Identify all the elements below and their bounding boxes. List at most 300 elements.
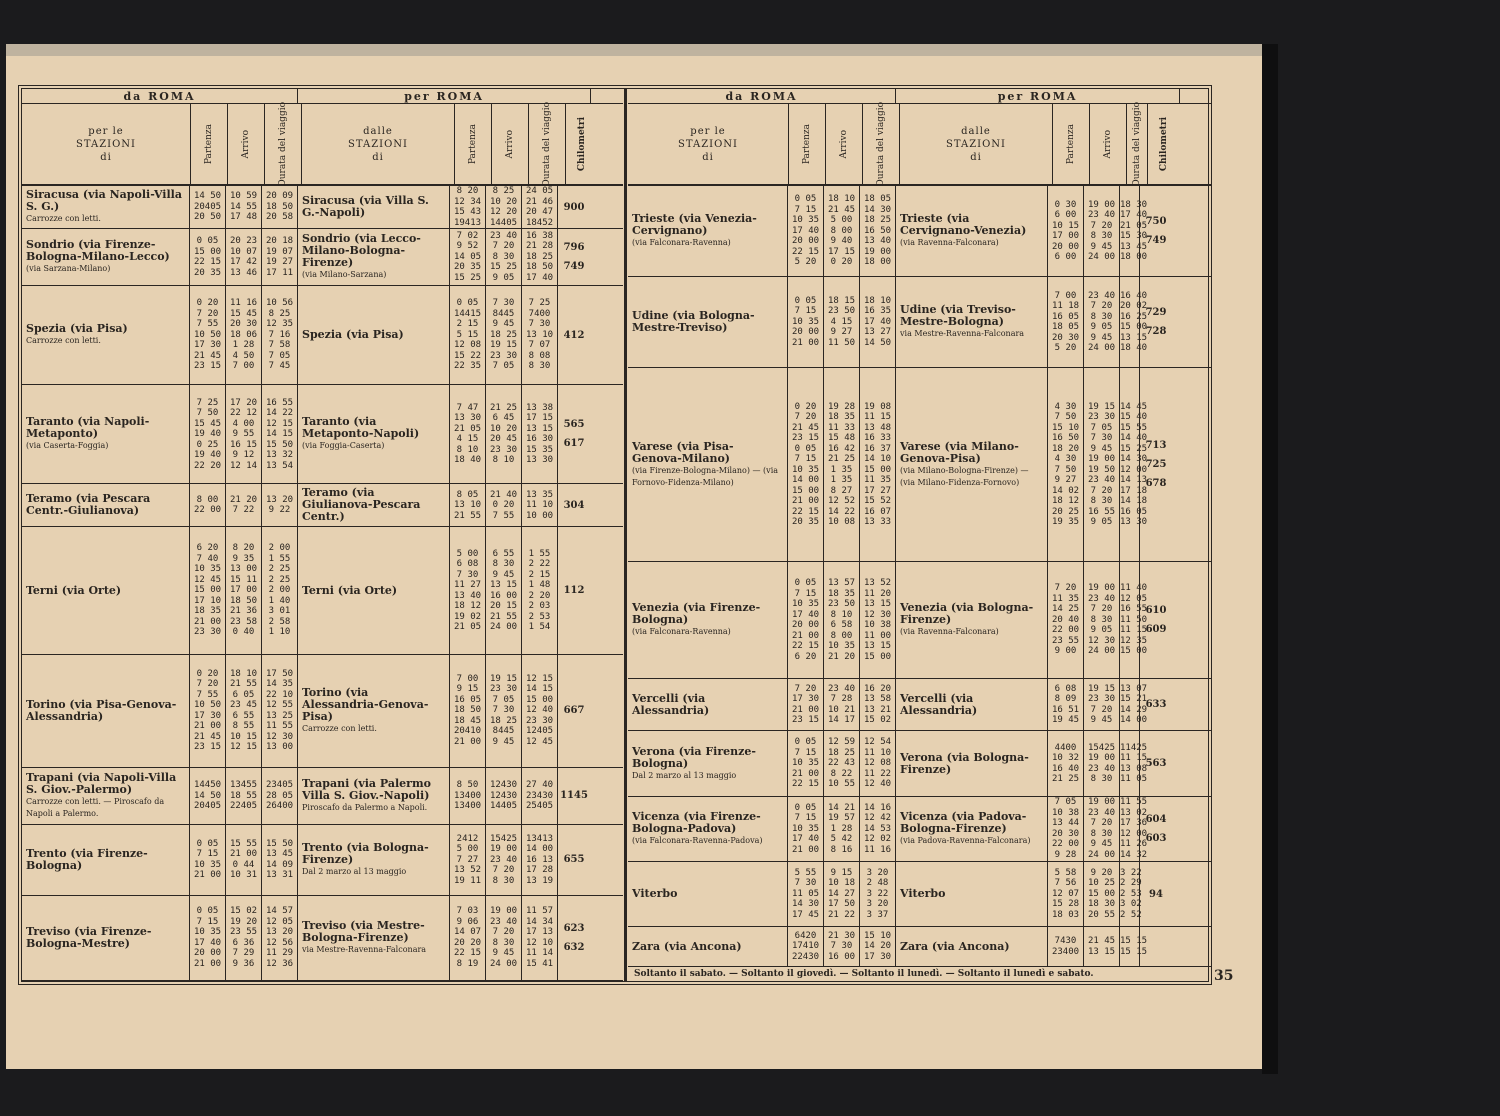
durata-label: Durata del viaggio <box>542 101 552 187</box>
time-value: 21 45 <box>193 350 222 361</box>
km-header-spacer <box>1180 89 1212 103</box>
durata-times <box>860 277 896 367</box>
time-value: 2 52 <box>1120 909 1142 920</box>
time-value: 11 50 <box>827 337 856 348</box>
time-value: 4400 <box>1054 742 1077 753</box>
time-value: 13 32 <box>265 450 294 461</box>
from-station <box>22 186 190 228</box>
time-value: 7 15 <box>794 204 817 215</box>
time-value: 13 33 <box>863 517 892 528</box>
time-value: 22405 <box>229 801 258 811</box>
arrivo-times <box>824 927 860 966</box>
time-value: 7 20 <box>794 412 817 423</box>
time-value: 12 59 <box>827 737 856 748</box>
time-value: 11 05 <box>791 888 820 899</box>
return-durata-times <box>1120 862 1140 926</box>
time-value: 23 30 <box>193 627 222 638</box>
time-value: 22 12 <box>229 408 258 419</box>
time-value: 0 20 <box>794 401 817 412</box>
time-value: 18 10 <box>229 668 258 679</box>
time-value: 19 15 <box>1087 401 1116 412</box>
time-value: 15 02 <box>229 906 258 917</box>
time-value: 8 20 <box>232 543 255 554</box>
dalle-label: dalle <box>961 125 991 137</box>
time-value: 20 00 <box>791 236 820 247</box>
time-value: 9 36 <box>232 958 255 969</box>
time-value: 11 05 <box>1120 774 1148 785</box>
km-number: 412 <box>563 329 585 341</box>
time-value: 7 55 <box>492 510 515 521</box>
time-value: 10 35 <box>193 927 222 938</box>
time-value: 20405 <box>193 801 222 811</box>
time-value: 9 45 <box>1090 332 1113 343</box>
time-value: 17 18 <box>1120 485 1148 496</box>
partenza-label: Partenza <box>204 123 214 165</box>
partenza-times <box>190 484 226 526</box>
time-value: 12 05 <box>265 916 294 927</box>
durata-times <box>860 368 896 561</box>
time-value: 18 30 <box>1087 899 1116 910</box>
time-value: 7 05 <box>1090 422 1113 433</box>
station-note: (via Padova-Ravenna-Falconara) <box>900 835 1031 845</box>
time-value: 18 35 <box>827 412 856 423</box>
time-value: 10 35 <box>791 599 820 610</box>
return-partenza-times <box>450 768 486 824</box>
time-value: 12 05 <box>1120 593 1148 604</box>
time-value: 21 45 <box>193 731 222 742</box>
durata-label: Durata del viaggio <box>876 101 886 187</box>
durata-times <box>860 862 896 926</box>
time-value: 12 40 <box>863 779 892 790</box>
da-roma-header: da ROMA <box>22 89 298 103</box>
time-value: 21 28 <box>525 241 554 252</box>
di-label: di <box>100 151 112 163</box>
time-value: 12 56 <box>265 937 294 948</box>
time-value: 9 55 <box>232 429 255 440</box>
time-value: 18 00 <box>863 257 892 268</box>
time-value: 17 20 <box>229 397 258 408</box>
time-value: 13 40 <box>863 236 892 247</box>
arrivo-label: Arrivo <box>505 129 515 159</box>
station-note: (via Sarzana-Milano) <box>26 264 111 274</box>
time-value: 23 40 <box>1087 763 1116 774</box>
km-header-spacer <box>591 89 623 103</box>
time-value: 3 37 <box>866 909 889 920</box>
time-value: 10 35 <box>827 641 856 652</box>
time-value: 22 15 <box>453 948 482 959</box>
km-value <box>1140 368 1172 561</box>
time-value: 7 28 <box>830 694 853 705</box>
from-station <box>628 186 788 276</box>
from-station <box>22 768 190 824</box>
km-number: 725 <box>1145 459 1167 471</box>
to-station <box>298 186 450 228</box>
return-durata-times <box>522 229 558 285</box>
return-durata-times <box>1120 368 1148 561</box>
time-value: 2 03 <box>528 601 551 611</box>
time-value: 21 00 <box>229 849 258 860</box>
km-number: 604 <box>1145 813 1167 825</box>
durata-times <box>262 385 298 483</box>
from-station <box>628 862 788 926</box>
km-value <box>558 896 590 980</box>
time-value: 7 15 <box>196 916 219 927</box>
time-value: 6 55 <box>232 710 255 721</box>
time-value: 19 57 <box>827 813 856 824</box>
durata-times <box>860 186 896 276</box>
station-note: Dal 2 marzo al 13 maggio <box>302 866 407 876</box>
return-arrivo-times <box>486 527 522 653</box>
partenza-times <box>190 825 226 895</box>
time-value: 23 55 <box>1051 635 1080 646</box>
time-value: 23 30 <box>1087 694 1116 705</box>
time-value: 11 20 <box>863 588 892 599</box>
time-value: 16 35 <box>863 306 892 317</box>
time-value: 10 50 <box>193 329 222 340</box>
from-station <box>22 229 190 285</box>
partenza-times <box>190 385 226 483</box>
km-number: 749 <box>563 261 585 273</box>
return-partenza-times <box>450 825 486 895</box>
km-number: 304 <box>563 499 585 511</box>
time-value: 10 32 <box>1051 753 1080 764</box>
right-table-body <box>628 186 1212 967</box>
time-value: 18 35 <box>193 606 222 617</box>
time-value: 14 21 <box>827 802 856 813</box>
time-value: 24 00 <box>489 958 518 969</box>
time-value: 20410 <box>453 726 482 737</box>
arrivo-times <box>226 229 262 285</box>
time-value: 14 27 <box>827 888 856 899</box>
time-value: 28 05 <box>265 790 294 801</box>
time-value: 22 20 <box>193 460 222 471</box>
time-value: 0 05 <box>196 236 219 247</box>
time-value: 15 52 <box>863 496 892 507</box>
per-roma-header: per ROMA <box>896 89 1180 103</box>
time-value: 9 40 <box>830 236 853 247</box>
time-value: 10 38 <box>863 620 892 631</box>
time-value: 12 14 <box>229 460 258 471</box>
station-name: Torino (via Pisa-Genova-Alessandria) <box>26 697 177 723</box>
time-value: 15 25 <box>453 272 482 283</box>
per-le-label: per le <box>690 125 726 137</box>
time-value: 21 05 <box>453 622 482 632</box>
time-value: 23 15 <box>193 742 222 753</box>
partenza-times <box>788 562 824 678</box>
station-name: Vicenza (via Firenze-Bologna-Padova) <box>632 809 761 835</box>
time-value: 2 25 <box>268 564 291 575</box>
time-value: 19 00 <box>489 844 518 855</box>
time-value: 8 22 <box>830 768 853 779</box>
return-arrivo-times <box>1084 862 1120 926</box>
time-value: 21 25 <box>827 454 856 465</box>
time-value: 9 45 <box>1090 241 1113 252</box>
time-value: 6420 <box>794 930 817 941</box>
partenza-col <box>455 104 492 184</box>
return-partenza-times <box>1048 731 1084 795</box>
time-value: 12 10 <box>525 937 554 948</box>
time-value: 12430 <box>489 780 518 790</box>
time-value: 10 18 <box>827 878 856 889</box>
durata-times <box>860 679 896 730</box>
time-value: 20 47 <box>525 207 554 218</box>
time-value: 24 00 <box>1087 343 1116 354</box>
arrivo-label: Arrivo <box>839 129 849 159</box>
return-arrivo-times <box>486 768 522 824</box>
arrivo-times <box>226 896 262 980</box>
timetable-block <box>628 679 1212 731</box>
time-value: 18 40 <box>453 455 482 466</box>
time-value: 20 20 <box>453 937 482 948</box>
from-station <box>628 731 788 795</box>
left-table <box>22 89 623 981</box>
return-durata-times <box>1120 679 1148 730</box>
time-value: 21 36 <box>229 606 258 617</box>
time-value: 17 30 <box>193 340 222 351</box>
timetable-block <box>628 797 1212 862</box>
time-value: 15425 <box>1087 742 1116 753</box>
time-value: 17 27 <box>863 485 892 496</box>
time-value: 0 05 <box>794 443 817 454</box>
durata-times <box>262 286 298 384</box>
time-value: 18 40 <box>1120 343 1148 354</box>
return-partenza-times <box>450 229 486 285</box>
time-value: 7 05 <box>492 361 515 372</box>
time-value: 14 45 <box>1120 401 1148 412</box>
time-value: 11 14 <box>525 948 554 959</box>
stazioni-label: STAZIONI <box>946 138 1006 150</box>
time-value: 11 15 <box>1120 753 1148 764</box>
station-name: Venezia (via Bologna-Firenze) <box>900 601 1034 627</box>
time-value: 5 58 <box>1054 867 1077 878</box>
return-partenza-times <box>450 527 486 653</box>
time-value: 9 05 <box>1090 517 1113 528</box>
time-value: 21 40 <box>489 489 518 500</box>
time-value: 2 53 <box>1120 888 1142 899</box>
time-value: 20 30 <box>229 319 258 330</box>
time-value: 14405 <box>489 801 518 811</box>
km-col <box>566 104 598 184</box>
time-value: 18 50 <box>525 262 554 273</box>
time-value: 16 00 <box>827 951 856 962</box>
time-value: 20405 <box>193 201 222 212</box>
station-name: Trento (via Firenze-Bologna) <box>26 846 148 872</box>
durata-col <box>529 101 566 187</box>
time-value: 12 20 <box>489 207 518 218</box>
time-value: 4 30 <box>1054 401 1077 412</box>
time-value: 4 30 <box>1054 454 1077 465</box>
time-value: 8 30 <box>492 251 515 262</box>
station-note: (via Ravenna-Falconara) <box>900 238 999 248</box>
stazioni-header-from <box>628 104 789 184</box>
return-arrivo-times <box>1084 731 1120 795</box>
station-note: (via Falconara-Ravenna) <box>632 627 731 637</box>
km-number: 610 <box>1145 605 1167 617</box>
time-value: 12 08 <box>453 340 482 351</box>
time-value: 13 46 <box>229 267 258 278</box>
partenza-times <box>788 862 824 926</box>
station-name: Venezia (via Firenze-Bologna) <box>632 601 761 627</box>
to-station <box>896 186 1048 276</box>
time-value: 0 05 <box>196 906 219 917</box>
time-value: 14450 <box>193 780 222 790</box>
time-value: 11 33 <box>827 422 856 433</box>
time-value: 11 16 <box>863 844 892 855</box>
arrivo-times <box>226 286 262 384</box>
time-value: 14 15 <box>525 684 554 695</box>
time-value: 7 50 <box>196 408 219 419</box>
time-value: 15 11 <box>229 574 258 585</box>
return-arrivo-times <box>486 385 522 483</box>
time-value: 22 00 <box>1051 625 1080 636</box>
time-value: 20 00 <box>1051 241 1080 252</box>
km-number: 796 <box>563 242 585 254</box>
time-value: 13 08 <box>1120 763 1148 774</box>
time-value: 23 50 <box>827 599 856 610</box>
time-value: 2 15 <box>528 569 551 580</box>
km-value <box>558 655 590 767</box>
time-value: 20 00 <box>193 948 222 959</box>
time-value: 23 40 <box>1087 210 1116 221</box>
time-value: 9 45 <box>492 948 515 959</box>
time-value: 14 32 <box>1120 849 1148 860</box>
partenza-col <box>1053 104 1090 184</box>
return-durata-times <box>1120 562 1148 678</box>
time-value: 13 48 <box>863 422 892 433</box>
time-value: 22 43 <box>827 758 856 769</box>
time-value: 8 30 <box>1090 231 1113 242</box>
per-roma-header: per ROMA <box>298 89 591 103</box>
time-value: 10 38 <box>1051 807 1080 818</box>
km-value <box>558 825 590 895</box>
time-value: 11 55 <box>265 721 294 732</box>
station-note: via Mestre-Ravenna-Falconara <box>302 944 427 954</box>
time-value: 10 35 <box>791 823 820 834</box>
time-value: 5 55 <box>794 867 817 878</box>
return-arrivo-times <box>486 484 522 526</box>
durata-times <box>860 731 896 795</box>
durata-col <box>863 101 900 187</box>
time-value: 11 18 <box>1051 301 1080 312</box>
time-value: 8 30 <box>1090 774 1113 785</box>
time-value: 14 29 <box>1120 704 1148 715</box>
time-value: 13 45 <box>1120 241 1148 252</box>
station-name: Trapani (via Napoli-Villa S. Giov.-Palermo) <box>26 770 177 796</box>
time-value: 6 58 <box>830 620 853 631</box>
time-value: 23 40 <box>489 230 518 241</box>
return-arrivo-times <box>1084 186 1120 276</box>
time-value: 12 45 <box>193 574 222 585</box>
time-value: 11425 <box>1120 742 1148 753</box>
time-value: 13 52 <box>453 865 482 876</box>
arrivo-label: Arrivo <box>241 129 251 159</box>
arrivo-col <box>228 104 265 184</box>
time-value: 19 35 <box>1051 517 1080 528</box>
time-value: 12 07 <box>1051 888 1080 899</box>
time-value: 17 00 <box>229 585 258 596</box>
time-value: 16 42 <box>827 443 856 454</box>
time-value: 15 43 <box>453 207 482 218</box>
from-station <box>22 655 190 767</box>
time-value: 3 01 <box>268 606 291 617</box>
time-value: 19413 <box>453 217 482 228</box>
time-value: 13 15 <box>1120 332 1148 343</box>
station-name: Trieste (via Venezia-Cervignano) <box>632 212 757 238</box>
time-value: 9 27 <box>1054 475 1077 486</box>
time-value: 13 31 <box>265 870 294 881</box>
time-value: 7 03 <box>456 906 479 917</box>
time-value: 15 00 <box>1120 646 1148 657</box>
time-value: 14405 <box>489 217 518 228</box>
time-value: 13 30 <box>453 413 482 424</box>
time-value: 10 59 <box>229 191 258 202</box>
time-value: 13 20 <box>265 494 294 505</box>
time-value: 15 00 <box>1120 322 1148 333</box>
time-value: 11 55 <box>1120 797 1148 808</box>
stazioni-label: STAZIONI <box>76 138 136 150</box>
timetable-block <box>628 562 1212 679</box>
time-value: 18 12 <box>453 601 482 611</box>
time-value: 14 18 <box>1120 496 1148 507</box>
time-value: 1 28 <box>232 340 255 351</box>
time-value: 21 45 <box>791 422 820 433</box>
station-note: Carrozze con letti. <box>26 214 101 224</box>
time-value: 22 00 <box>1051 839 1080 850</box>
partenza-times <box>190 768 226 824</box>
station-note: (via Caserta-Foggia) <box>26 441 109 451</box>
time-value: 21 46 <box>525 196 554 207</box>
time-value: 18 35 <box>827 588 856 599</box>
time-value: 21 05 <box>1120 220 1148 231</box>
time-value: 1 28 <box>830 823 853 834</box>
time-value: 22 15 <box>791 779 820 790</box>
time-value: 19 28 <box>827 401 856 412</box>
km-number: 112 <box>563 585 585 596</box>
time-value: 15 00 <box>863 651 892 662</box>
time-value: 21 22 <box>827 909 856 920</box>
right-table <box>628 89 1212 981</box>
station-name: Taranto (via Metaponto-Napoli) <box>302 415 420 441</box>
time-value: 0 25 <box>196 439 219 450</box>
km-number: 565 <box>563 419 585 431</box>
page-edge-shadow <box>1262 44 1278 1074</box>
time-value: 17 30 <box>863 951 892 962</box>
time-value: 8 09 <box>1054 694 1077 705</box>
time-value: 7 15 <box>794 588 817 599</box>
time-value: 20 02 <box>1120 301 1148 312</box>
partenza-times <box>788 186 824 276</box>
time-value: 8 05 <box>456 489 479 500</box>
time-value: 16 30 <box>525 434 554 445</box>
time-value: 18 00 <box>1120 252 1148 263</box>
time-value: 19 00 <box>1087 753 1116 764</box>
time-value: 10 50 <box>193 700 222 711</box>
station-name: Treviso (via Mestre-Bologna-Firenze) <box>302 918 425 944</box>
stazioni-label: STAZIONI <box>678 138 738 150</box>
arrivo-times <box>226 768 262 824</box>
time-value: 23 40 <box>489 916 518 927</box>
time-value: 0 30 <box>1054 199 1077 210</box>
time-value: 15425 <box>489 833 518 844</box>
partenza-label: Partenza <box>802 123 812 165</box>
time-value: 9 45 <box>1090 839 1113 850</box>
time-value: 11 40 <box>1120 583 1148 594</box>
time-value: 8 50 <box>456 780 479 790</box>
station-note: via Mestre-Ravenna-Falconara <box>900 329 1025 339</box>
time-value: 20 30 <box>1051 332 1080 343</box>
time-value: 18 50 <box>453 705 482 716</box>
time-value: 26400 <box>265 801 294 811</box>
